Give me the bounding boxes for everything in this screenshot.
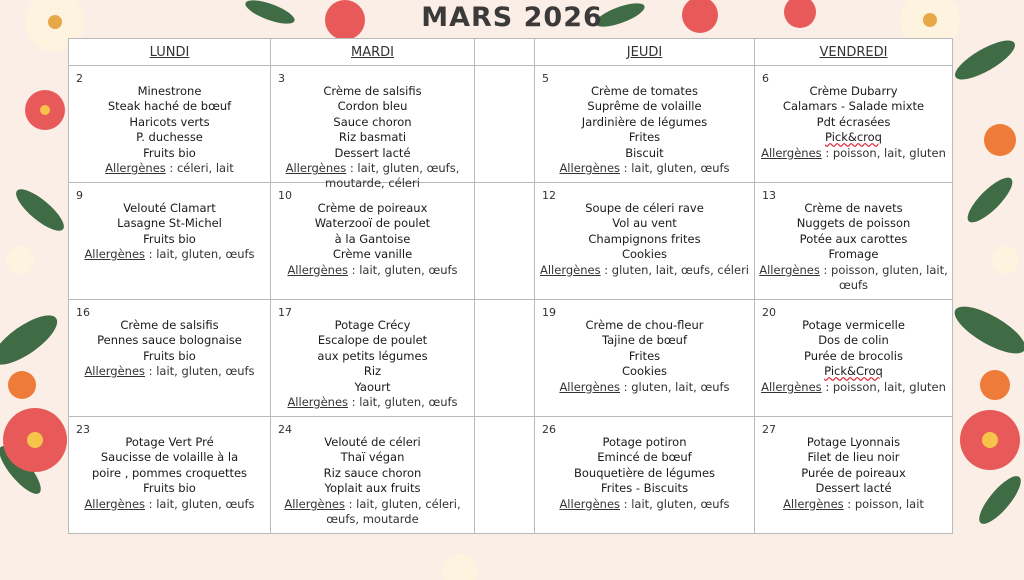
col-header-empty xyxy=(475,39,535,66)
menu-item: Fruits bio xyxy=(143,348,196,363)
allergen-label: Allergènes xyxy=(287,262,349,277)
allergen-line xyxy=(539,497,750,512)
allergen-label: Allergènes xyxy=(783,496,844,511)
day-cell-content xyxy=(535,417,754,533)
page-title: MARS 2026 xyxy=(421,2,603,33)
menu-lines xyxy=(535,300,754,395)
menu-item: Frites xyxy=(628,130,661,145)
allergen-line xyxy=(759,263,948,294)
day-cell-content xyxy=(69,300,270,416)
day-cell xyxy=(535,300,755,417)
week-row xyxy=(69,66,953,183)
menu-item: Haricots verts xyxy=(129,114,210,129)
allergen-line xyxy=(275,263,470,278)
menu-item: Calamars - Salade mixte xyxy=(782,99,925,114)
menu-item: P. duchesse xyxy=(136,130,203,145)
allergen-label: Allergènes xyxy=(559,379,621,394)
menu-item: Fruits bio xyxy=(143,145,196,160)
day-cell xyxy=(475,417,535,534)
menu-lines xyxy=(475,66,534,84)
day-cell xyxy=(535,417,755,534)
menu-item: Thaï végan xyxy=(340,450,405,465)
allergen-label: Allergènes xyxy=(759,262,820,277)
menu-item: Crème de poireaux xyxy=(317,201,428,215)
week-row xyxy=(69,183,953,300)
menu-item: à la Gantoise xyxy=(334,231,411,246)
col-header-mardi: MARDI xyxy=(271,39,475,66)
day-number: 27 xyxy=(762,423,776,436)
menu-lines xyxy=(271,183,474,278)
menu-item: Riz xyxy=(363,364,382,379)
day-number: 19 xyxy=(542,306,556,319)
menu-lines xyxy=(535,66,754,176)
menu-item: Crème vanille xyxy=(332,247,413,262)
menu-item: Soupe de céleri rave xyxy=(585,201,704,215)
menu-lines xyxy=(755,417,952,512)
day-cell xyxy=(535,66,755,183)
menu-item: Pick&Croq xyxy=(824,364,883,379)
menu-lines xyxy=(475,300,534,318)
menu-table xyxy=(68,38,953,534)
menu-lines xyxy=(475,183,534,201)
menu-lines xyxy=(271,300,474,410)
day-number: 6 xyxy=(762,72,769,85)
menu-item: Waterzooï de poulet xyxy=(314,216,431,231)
menu-item: Crème Dubarry xyxy=(809,84,898,98)
menu-lines xyxy=(755,183,952,293)
menu-item: Minestrone xyxy=(137,84,202,98)
menu-lines xyxy=(69,183,270,263)
menu-lines xyxy=(535,417,754,512)
day-cell-content xyxy=(755,66,952,182)
day-number: 26 xyxy=(542,423,556,436)
allergen-values: : poisson, lait, gluten xyxy=(821,379,946,394)
allergen-values: : lait, gluten, œufs xyxy=(145,364,255,379)
allergen-label: Allergènes xyxy=(761,379,822,394)
menu-item: poire , pommes croquettes xyxy=(91,465,248,480)
menu-item: Escalope de poulet xyxy=(317,333,428,348)
day-number: 17 xyxy=(278,306,292,319)
menu-item: Dessert lacté xyxy=(334,145,411,160)
menu-item: Purée de brocolis xyxy=(804,348,903,363)
week-row xyxy=(69,300,953,417)
menu-item: Cookies xyxy=(621,364,668,379)
day-number: 23 xyxy=(76,423,90,436)
day-cell-content xyxy=(755,300,952,416)
menu-lines xyxy=(271,66,474,192)
allergen-values: : lait, gluten, œufs xyxy=(620,161,730,176)
menu-item: Pdt écrasées xyxy=(816,114,891,129)
allergen-values: : lait, gluten, œufs xyxy=(348,262,458,277)
allergen-label: Allergènes xyxy=(287,395,349,410)
menu-item: Jardinière de légumes xyxy=(581,114,708,129)
menu-item: Frites xyxy=(628,348,661,363)
menu-item: Nuggets de poisson xyxy=(796,216,911,231)
weeks-body xyxy=(69,66,953,534)
menu-item: Biscuit xyxy=(625,145,664,160)
menu-item: Dos de colin xyxy=(818,333,889,348)
menu-lines xyxy=(69,66,270,176)
menu-lines xyxy=(755,300,952,395)
day-cell xyxy=(755,183,953,300)
day-number: 16 xyxy=(76,306,90,319)
menu-item: Yaourt xyxy=(354,379,391,394)
menu-item: Potage potiron xyxy=(602,435,687,449)
menu-lines xyxy=(271,417,474,527)
menu-item: Pennes sauce bolognaise xyxy=(97,333,242,348)
allergen-line xyxy=(759,146,948,161)
menu-item: Potée aux carottes xyxy=(799,231,908,246)
day-cell xyxy=(271,417,475,534)
allergen-values: : lait, gluten, céleri, œufs, moutarde xyxy=(326,496,461,527)
menu-item: Saucisse de volaille à la xyxy=(100,450,239,465)
menu-item: Crème de tomates xyxy=(591,84,698,98)
menu-item: Riz sauce choron xyxy=(323,465,422,480)
menu-item: Vol au vent xyxy=(612,216,677,231)
day-cell xyxy=(535,183,755,300)
allergen-line xyxy=(759,497,948,512)
allergen-line xyxy=(73,497,266,512)
menu-item: Frites - Biscuits xyxy=(600,481,689,496)
day-cell-content xyxy=(535,183,754,299)
day-number: 3 xyxy=(278,72,285,85)
menu-item: Crème de salsifis xyxy=(120,318,219,332)
menu-lines xyxy=(69,417,270,512)
day-cell xyxy=(69,183,271,300)
day-cell-content xyxy=(69,417,270,533)
menu-item: Cordon bleu xyxy=(337,99,408,114)
day-number: 10 xyxy=(278,189,292,202)
allergen-label: Allergènes xyxy=(761,145,822,160)
menu-item: Cookies xyxy=(621,247,668,262)
allergen-values: : lait, gluten, œufs xyxy=(620,496,730,511)
day-cell-content xyxy=(475,66,534,182)
day-cell-content xyxy=(69,183,270,299)
menu-item: Potage vermicelle xyxy=(802,318,905,332)
menu-item: Bouquetière de légumes xyxy=(573,465,716,480)
day-number: 20 xyxy=(762,306,776,319)
allergen-line xyxy=(539,380,750,395)
menu-item: Potage Lyonnais xyxy=(806,435,901,449)
menu-item: Fromage xyxy=(828,247,879,262)
allergen-label: Allergènes xyxy=(559,161,621,176)
day-cell xyxy=(271,66,475,191)
allergen-line xyxy=(539,161,750,176)
menu-item: Fruits bio xyxy=(143,231,196,246)
menu-item: Dessert lacté xyxy=(815,481,892,496)
allergen-label: Allergènes xyxy=(285,161,347,176)
allergen-values: : poisson, lait xyxy=(843,496,924,511)
day-cell-content xyxy=(475,183,534,299)
allergen-label: Allergènes xyxy=(105,161,166,176)
menu-item: Champignons frites xyxy=(588,231,701,246)
day-cell xyxy=(69,417,271,534)
menu-item: Purée de poireaux xyxy=(801,465,906,480)
day-number: 2 xyxy=(76,72,83,85)
day-cell-content xyxy=(271,417,474,533)
header-row xyxy=(69,39,953,66)
menu-item: Crème de navets xyxy=(804,201,903,215)
menu-lines xyxy=(535,183,754,278)
menu-item: Tajine de bœuf xyxy=(601,333,687,348)
allergen-line xyxy=(275,497,470,528)
allergen-line xyxy=(73,161,266,176)
allergen-line xyxy=(73,247,266,262)
menu-lines xyxy=(69,300,270,380)
menu-item: Riz basmati xyxy=(338,130,407,145)
day-cell-content xyxy=(535,66,754,182)
day-cell xyxy=(475,66,535,183)
day-cell xyxy=(755,300,953,417)
allergen-values: : lait, gluten, œufs, moutarde, céleri xyxy=(325,161,460,191)
allergen-values: : lait, gluten, œufs xyxy=(145,247,255,262)
allergen-label: Allergènes xyxy=(84,247,146,262)
menu-item: Yoplait aux fruits xyxy=(324,481,421,496)
allergen-label: Allergènes xyxy=(84,364,146,379)
allergen-label: Allergènes xyxy=(559,496,621,511)
allergen-values: : gluten, lait, œufs, céleri xyxy=(600,262,749,277)
menu-item: Steak haché de bœuf xyxy=(107,99,232,114)
day-cell-content xyxy=(69,66,270,182)
day-cell xyxy=(755,66,953,183)
allergen-line xyxy=(73,364,266,379)
day-cell xyxy=(69,300,271,417)
menu-item: aux petits légumes xyxy=(317,348,428,363)
col-header-vendredi: VENDREDI xyxy=(755,39,953,66)
allergen-values: : lait, gluten, œufs xyxy=(348,395,458,410)
day-number: 24 xyxy=(278,423,292,436)
menu-item: Fruits bio xyxy=(143,481,196,496)
day-cell-content xyxy=(535,300,754,416)
menu-item: Crème de salsifis xyxy=(323,84,422,98)
day-cell-content xyxy=(755,183,952,299)
menu-lines xyxy=(755,66,952,161)
col-header-jeudi: JEUDI xyxy=(535,39,755,66)
menu-item: Velouté Clamart xyxy=(123,201,216,215)
menu-item: Sauce choron xyxy=(333,114,412,129)
allergen-values: : céleri, lait xyxy=(165,161,234,176)
allergen-values: : poisson, gluten, lait, œufs xyxy=(819,262,948,293)
day-cell-content xyxy=(271,183,474,299)
allergen-values: : gluten, lait, œufs xyxy=(620,379,730,394)
menu-item: Potage Vert Pré xyxy=(125,435,214,449)
day-cell-content xyxy=(271,66,474,191)
allergen-line xyxy=(759,380,948,395)
menu-item: Emincé de bœuf xyxy=(597,450,692,465)
allergen-label: Allergènes xyxy=(84,496,146,511)
allergen-label: Allergènes xyxy=(284,496,345,511)
day-number: 12 xyxy=(542,189,556,202)
day-cell-content xyxy=(755,417,952,533)
day-cell xyxy=(271,300,475,417)
allergen-line xyxy=(275,395,470,410)
day-cell xyxy=(475,300,535,417)
allergen-values: : poisson, lait, gluten xyxy=(821,145,946,160)
day-number: 5 xyxy=(542,72,549,85)
day-cell xyxy=(755,417,953,534)
day-cell xyxy=(475,183,535,300)
menu-lines xyxy=(475,417,534,435)
day-cell-content xyxy=(271,300,474,416)
day-cell xyxy=(69,66,271,183)
week-row xyxy=(69,417,953,534)
menu-item: Crème de chou-fleur xyxy=(585,318,704,332)
menu-item: Pick&croq xyxy=(825,130,882,145)
day-cell-content xyxy=(475,417,534,533)
col-header-lundi: LUNDI xyxy=(69,39,271,66)
day-number: 9 xyxy=(76,189,83,202)
allergen-line xyxy=(539,263,750,278)
menu-item: Filet de lieu noir xyxy=(807,450,900,465)
day-cell xyxy=(271,183,475,300)
day-cell-content xyxy=(475,300,534,416)
allergen-label: Allergènes xyxy=(540,262,601,277)
menu-item: Potage Crécy xyxy=(334,318,411,332)
menu-item: Lasagne St-Michel xyxy=(117,216,222,231)
menu-item: Velouté de céleri xyxy=(324,435,421,449)
allergen-values: : lait, gluten, œufs xyxy=(145,496,255,511)
menu-item: Suprême de volaille xyxy=(587,99,702,114)
day-number: 13 xyxy=(762,189,776,202)
